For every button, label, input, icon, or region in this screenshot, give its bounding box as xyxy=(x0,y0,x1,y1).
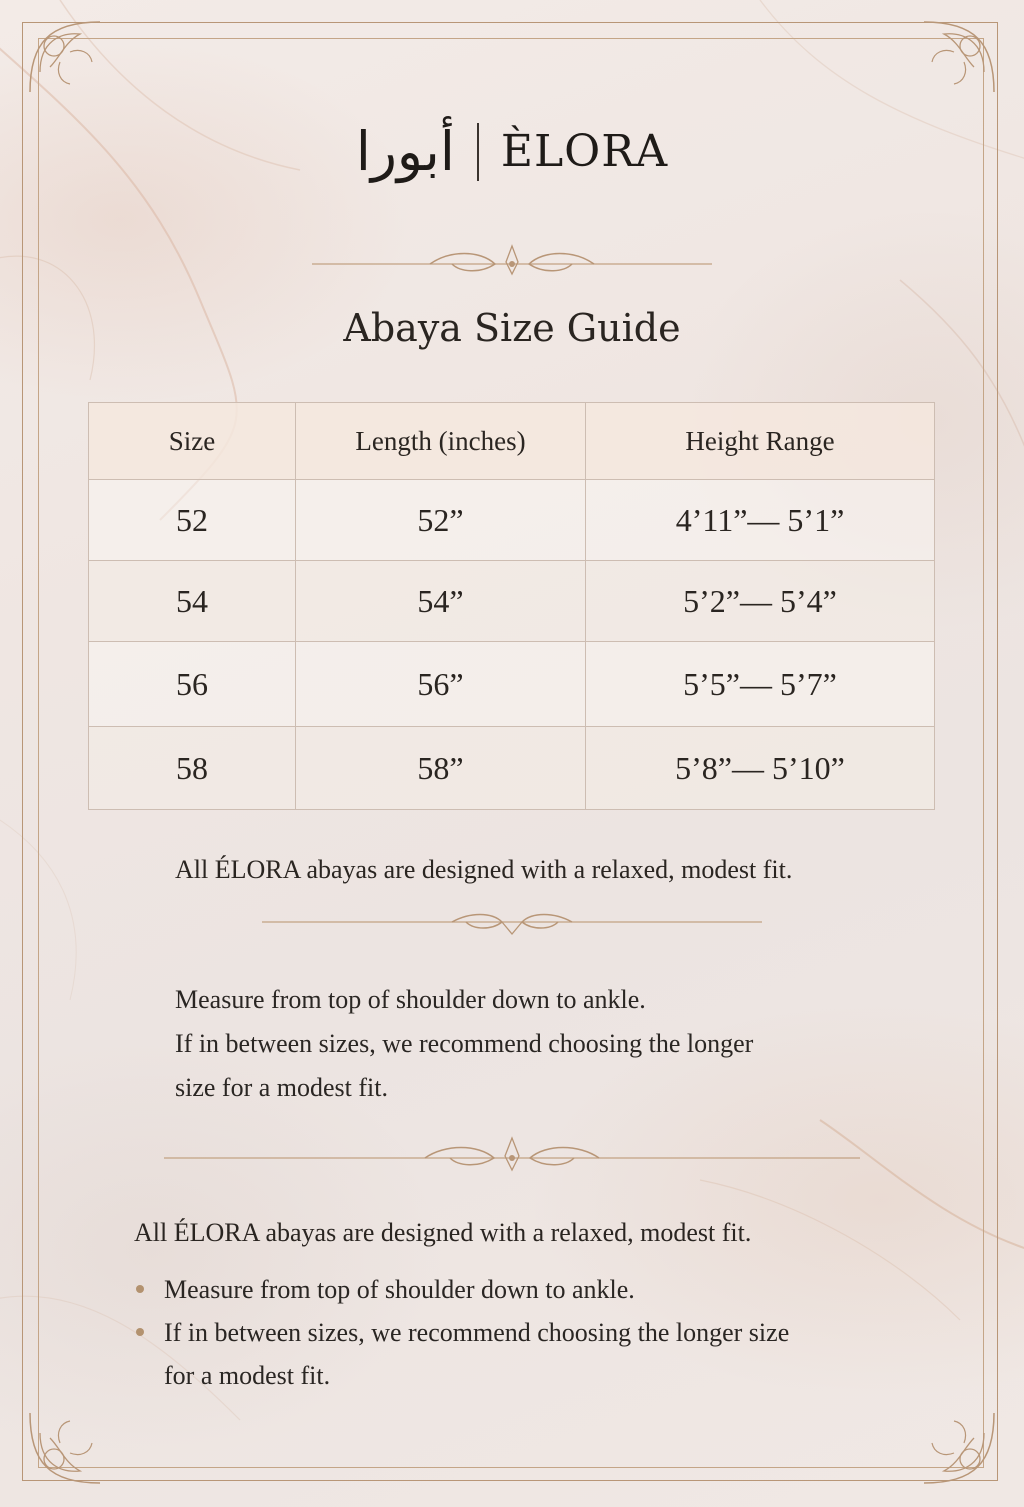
cell-size: 54 xyxy=(89,561,296,642)
bullet-text: Measure from top of shoulder down to ankle. xyxy=(164,1275,635,1304)
cell-height: 5’2”— 5’4” xyxy=(586,561,935,642)
brand-logo xyxy=(0,120,1024,183)
brand-arabic-name: أبورا xyxy=(355,120,455,183)
size-table xyxy=(88,402,935,810)
page-title: Abaya Size Guide xyxy=(343,306,681,350)
corner-flourish-icon xyxy=(914,1403,1004,1493)
list-item xyxy=(134,1311,914,1397)
bullet-text: for a modest fit. xyxy=(164,1361,331,1390)
brand-latin-name: ÈLORA xyxy=(500,126,669,177)
column-header-height: Height Range xyxy=(586,403,935,480)
cell-height: 5’8”— 5’10” xyxy=(586,727,935,810)
summary-intro: All ÉLORA abayas are designed with a relaxed, modest fit. xyxy=(134,1218,752,1247)
table-row xyxy=(89,727,935,810)
table-row xyxy=(89,642,935,727)
cell-length: 52” xyxy=(296,480,586,561)
column-header-length: Length (inches) xyxy=(296,403,586,480)
cell-length: 54” xyxy=(296,561,586,642)
cell-size: 56 xyxy=(89,642,296,727)
instruction-line: size for a modest fit. xyxy=(175,1073,388,1102)
ornament-divider-icon xyxy=(0,898,1024,948)
cell-height: 4’11”— 5’1” xyxy=(586,480,935,561)
bullet-text: If in between sizes, we recommend choosing the longer size xyxy=(164,1318,790,1347)
fit-note: All ÉLORA abayas are designed with a relaxed, modest fit. xyxy=(175,855,793,884)
cell-size: 52 xyxy=(89,480,296,561)
column-header-size: Size xyxy=(89,403,296,480)
ornament-divider-icon xyxy=(0,1134,1024,1184)
table-row xyxy=(89,561,935,642)
corner-flourish-icon xyxy=(914,12,1004,102)
cell-height: 5’5”— 5’7” xyxy=(586,642,935,727)
corner-flourish-icon xyxy=(20,1403,110,1493)
table-row xyxy=(89,480,935,561)
corner-flourish-icon xyxy=(20,12,110,102)
instructions-block xyxy=(175,978,895,1110)
instruction-line: If in between sizes, we recommend choosing the longer xyxy=(175,1029,754,1058)
cell-length: 56” xyxy=(296,642,586,727)
list-item xyxy=(134,1268,914,1311)
cell-length: 58” xyxy=(296,727,586,810)
logo-separator xyxy=(477,123,479,181)
cell-size: 58 xyxy=(89,727,296,810)
instruction-line: Measure from top of shoulder down to ankle. xyxy=(175,985,646,1014)
summary-bullet-list xyxy=(134,1268,914,1397)
ornament-divider-icon xyxy=(0,240,1024,290)
table-header-row xyxy=(89,403,935,480)
